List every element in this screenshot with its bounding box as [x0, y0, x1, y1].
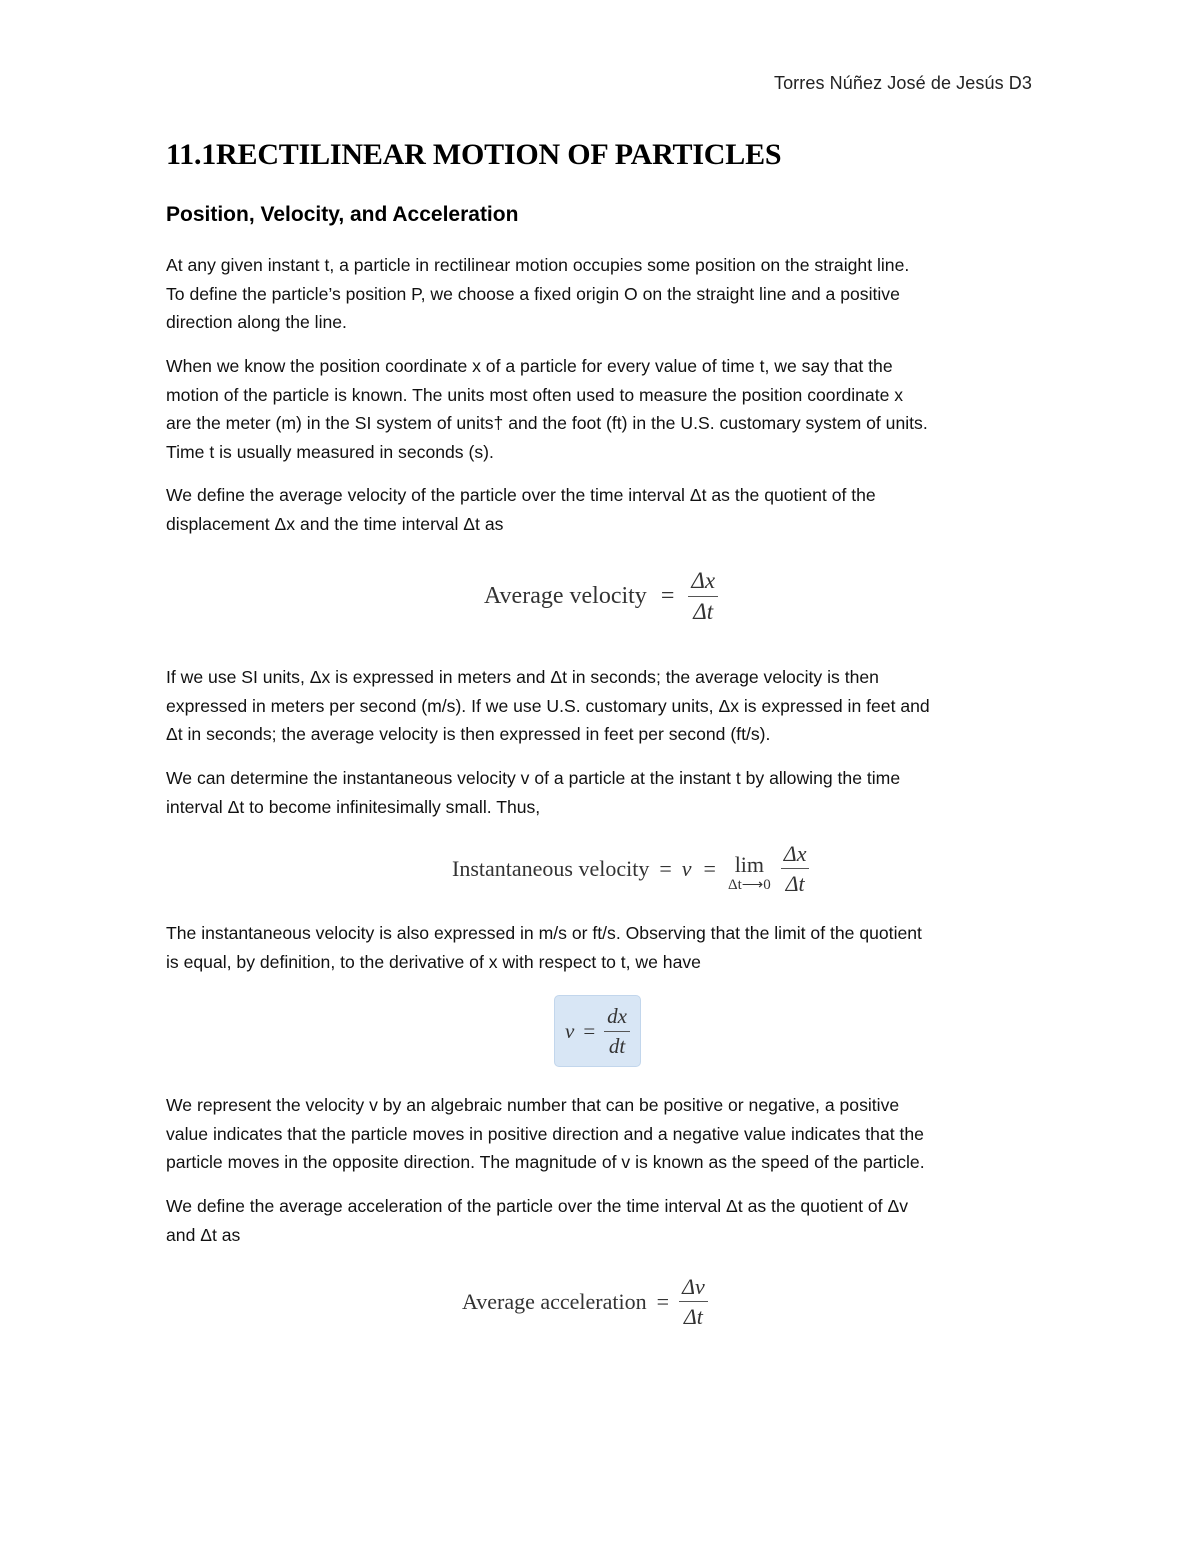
- equals-sign: =: [656, 1288, 670, 1314]
- paragraph-line: expressed in meters per second (m/s). If we use U.S. customary units, Δx is expressed in feet and: [166, 695, 930, 716]
- paragraph-position-coordinate: [166, 352, 1038, 466]
- paragraph-line: is equal, by definition, to the derivative of x with respect to t, we have: [166, 951, 701, 972]
- paragraph-velocity-units: [166, 663, 1038, 749]
- equals-sign: =: [660, 583, 675, 610]
- paragraph-average-acceleration: [166, 1192, 1038, 1249]
- limit-subscript: Δt⟶0: [727, 877, 771, 894]
- equals-sign: =: [659, 855, 672, 881]
- paragraph-line: The instantaneous velocity is also expressed in m/s or ft/s. Observing that the limit of the quotient: [166, 923, 922, 943]
- paragraph-line: We can determine the instantaneous velocity v of a particle at the instant t by allowing the time: [166, 768, 901, 788]
- paragraph-position-definition: [166, 251, 1038, 337]
- equation-derivative-highlight: [554, 995, 641, 1067]
- equals-sign: =: [583, 1018, 596, 1043]
- paragraph-line: motion of the particle is known. The units most often used to measure the position coordinate x: [166, 384, 904, 405]
- paragraph-line: interval Δt to become infinitesimally small. Thus,: [166, 796, 541, 817]
- fraction: [781, 841, 810, 897]
- paragraph-derivative: [166, 919, 1038, 976]
- equation-lhs: Average velocity: [484, 583, 647, 610]
- fraction-denominator: dt: [608, 1033, 626, 1058]
- velocity-symbol: v: [565, 1018, 575, 1043]
- fraction: [604, 1004, 630, 1057]
- section-heading: Position, Velocity, and Acceleration: [166, 203, 519, 226]
- equation-average-acceleration: [462, 1274, 708, 1330]
- paragraph-velocity-sign: [166, 1091, 1038, 1177]
- equation-average-velocity: [484, 568, 718, 626]
- equation-instantaneous-velocity: [452, 841, 809, 897]
- paragraph-line: If we use SI units, Δx is expressed in meters and Δt in seconds; the average velocity is then: [166, 667, 879, 687]
- paragraph-line: direction along the line.: [166, 312, 347, 332]
- fraction: [688, 568, 718, 626]
- document-title: 11.1RECTILINEAR MOTION OF PARTICLES: [166, 138, 782, 171]
- fraction-denominator: Δt: [785, 871, 805, 897]
- limit-operator: [728, 854, 771, 896]
- paragraph-instantaneous-velocity: [166, 764, 1038, 821]
- fraction-denominator: Δt: [693, 599, 714, 625]
- fraction-numerator: Δv: [679, 1274, 708, 1302]
- paragraph-line: At any given instant t, a particle in rectilinear motion occupies some position on the straight line.: [166, 255, 910, 275]
- equation-lhs: Instantaneous velocity: [452, 855, 650, 881]
- fraction-denominator: Δt: [683, 1304, 703, 1330]
- equation-lhs: Average acceleration: [462, 1288, 647, 1314]
- paragraph-line: When we know the position coordinate x of a particle for every value of time t, we say that the: [166, 356, 893, 376]
- paragraph-average-velocity: [166, 481, 1038, 538]
- fraction-numerator: Δx: [781, 841, 810, 869]
- paragraph-line: particle moves in the opposite direction. The magnitude of v is known as the speed of the particle.: [166, 1152, 925, 1172]
- paragraph-line: We define the average acceleration of the particle over the time interval Δt as the quotient of Δv: [166, 1196, 909, 1216]
- fraction: [679, 1274, 708, 1330]
- paragraph-line: are the meter (m) in the SI system of units† and the foot (ft) in the U.S. customary system of units.: [166, 413, 928, 433]
- velocity-symbol: v: [681, 855, 692, 881]
- paragraph-line: To define the particle’s position P, we choose a fixed origin O on the straight line and a positive: [166, 283, 900, 304]
- header-author: Torres Núñez José de Jesús D3: [773, 73, 1032, 93]
- fraction-numerator: dx: [604, 1004, 630, 1031]
- paragraph-line: We represent the velocity v by an algebraic number that can be positive or negative, a positive: [166, 1095, 900, 1115]
- fraction-numerator: Δx: [688, 568, 718, 597]
- paragraph-line: and Δt as: [166, 1224, 241, 1245]
- limit-word: lim: [734, 852, 765, 878]
- paragraph-line: Δt in seconds; the average velocity is then expressed in feet per second (ft/s).: [166, 724, 771, 744]
- paragraph-line: displacement Δx and the time interval Δt as: [166, 513, 504, 534]
- paragraph-line: Time t is usually measured in seconds (s).: [166, 441, 494, 462]
- equals-sign: =: [703, 855, 716, 881]
- paragraph-line: We define the average velocity of the particle over the time interval Δt as the quotient of the: [166, 485, 876, 505]
- paragraph-line: value indicates that the particle moves in positive direction and a negative value indicates that the: [166, 1123, 924, 1144]
